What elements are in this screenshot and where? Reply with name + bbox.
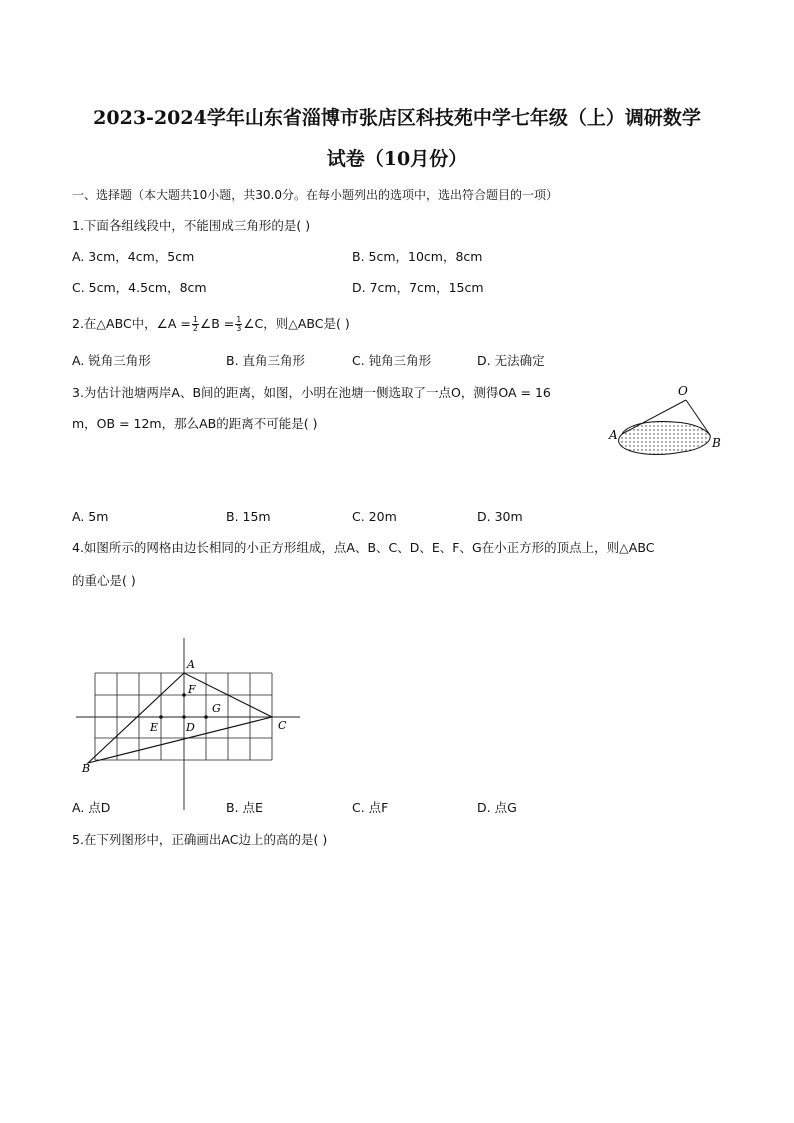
q4-option-a[interactable]: A. 点D (72, 800, 111, 815)
q3-option-a[interactable]: A. 5m (72, 509, 109, 524)
q1-option-b[interactable]: B. 5cm，10cm，8cm (352, 249, 483, 264)
q4-option-b[interactable]: B. 点E (226, 800, 263, 815)
q2-option-a[interactable]: A. 锐角三角形 (72, 353, 151, 368)
q4-option-c[interactable]: C. 点F (352, 800, 389, 815)
q3-pond-figure (604, 380, 734, 460)
q4-option-d[interactable]: D. 点G (477, 800, 517, 815)
q2-stem (72, 315, 350, 333)
q4-stem-line1: 4.如图所示的网格由边长相同的小正方形组成，点A、B、C、D、E、F、G在小正方形的顶点上，则△ABC (72, 540, 655, 555)
pond-shape (619, 422, 711, 455)
q1-option-c[interactable]: C. 5cm，4.5cm，8cm (72, 280, 207, 295)
q2-option-c[interactable]: C. 钝角三角形 (352, 353, 432, 368)
label-b: B (82, 762, 91, 775)
label-a: A (609, 428, 618, 442)
q1-option-a[interactable]: A. 3cm，4cm，5cm (72, 249, 195, 264)
q2-stem-part-b: ∠B = (199, 316, 235, 331)
q2-option-b[interactable]: B. 直角三角形 (226, 353, 306, 368)
q1-stem: 1.下面各组线段中，不能围成三角形的是( ) (72, 218, 311, 233)
label-c: C (278, 719, 287, 732)
q2-stem-part-c: ∠C，则△ABC是( ) (243, 316, 350, 331)
q2-fraction-1: $\frac{1}{2}$ (192, 315, 198, 333)
label-d: D (186, 721, 195, 734)
q3-stem-line2: m，OB = 12m，那么AB的距离不可能是( ) (72, 416, 318, 431)
label-b: B (712, 436, 721, 450)
label-g: G (212, 702, 221, 715)
q4-stem-line2: 的重心是( ) (72, 573, 136, 588)
label-o: O (678, 384, 688, 398)
q4-grid-figure (70, 630, 310, 815)
point-e-dot (159, 715, 163, 719)
point-g-dot (204, 715, 208, 719)
q3-stem-line1: 3.为估计池塘两岸A、B间的距离，如图，小明在池塘一侧选取了一点O，测得OA = 16 (72, 385, 551, 400)
q3-option-c[interactable]: C. 20m (352, 509, 397, 524)
point-d-dot (182, 715, 186, 719)
q3-option-b[interactable]: B. 15m (226, 509, 271, 524)
triangle-abc (88, 673, 272, 763)
label-f: F (188, 683, 196, 696)
q5-stem: 5.在下列图形中，正确画出AC边上的高的是( ) (72, 832, 328, 847)
q2-option-d[interactable]: D. 无法确定 (477, 353, 545, 368)
q2-fraction-2: $\frac{1}{3}$ (236, 315, 242, 333)
page-title-line2: 试卷（10月份） (326, 148, 468, 170)
q3-option-d[interactable]: D. 30m (477, 509, 523, 524)
label-a: A (187, 658, 195, 671)
page-title-line1: 2023-2024学年山东省淄博市张店区科技苑中学七年级（上）调研数学 (93, 107, 701, 129)
q2-stem-part-a: 2.在△ABC中，∠A = (72, 316, 191, 331)
q1-option-d[interactable]: D. 7cm，7cm，15cm (352, 280, 484, 295)
label-e: E (150, 721, 159, 734)
point-f-dot (182, 693, 186, 697)
section-heading: 一、选择题（本大题共10小题，共30.0分。在每小题列出的选项中，选出符合题目的一项） (72, 188, 558, 202)
